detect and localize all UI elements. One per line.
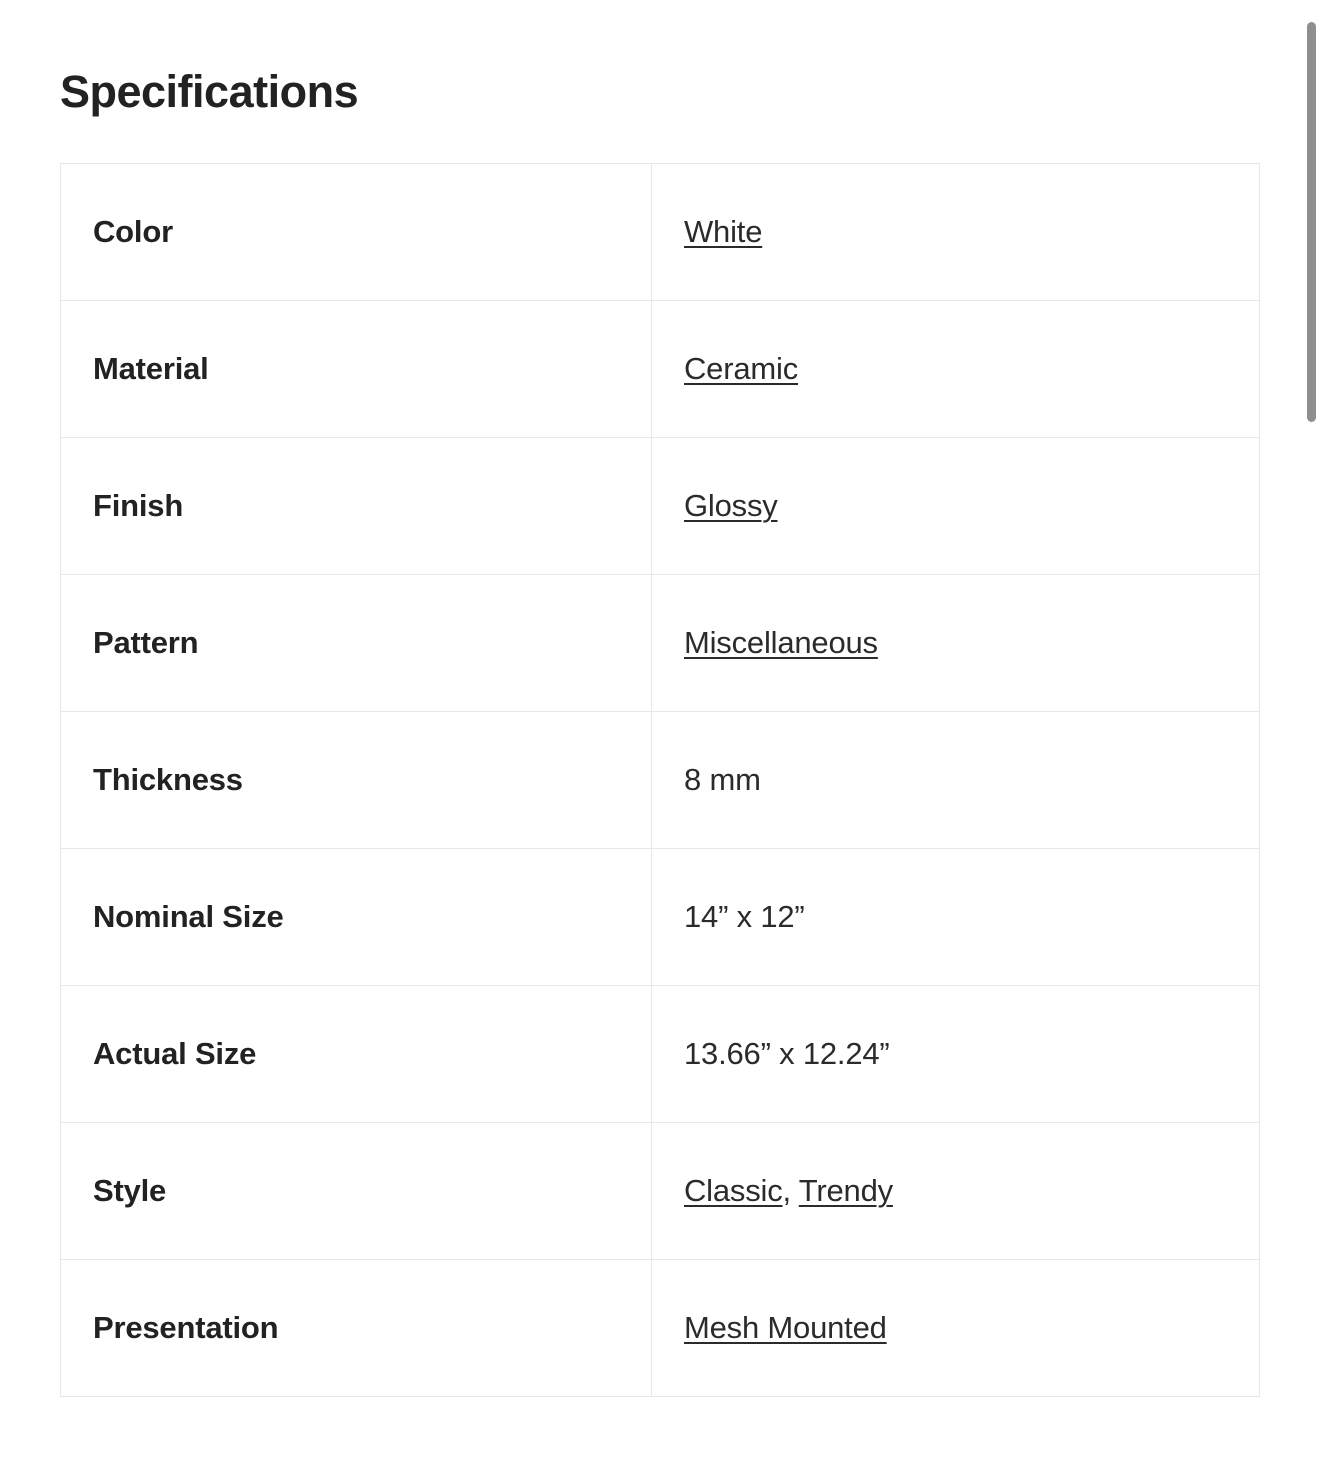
- spec-value: [652, 575, 1260, 712]
- spec-value: [652, 1123, 1260, 1260]
- spec-value-text: 14” x 12”: [684, 899, 805, 934]
- value-separator: ,: [782, 1173, 799, 1208]
- table-row: [61, 712, 1260, 849]
- spec-value-link[interactable]: Miscellaneous: [684, 625, 878, 660]
- spec-label: Actual Size: [61, 986, 652, 1123]
- table-row: [61, 849, 1260, 986]
- table-row: [61, 1123, 1260, 1260]
- spec-label: Material: [61, 301, 652, 438]
- spec-value-link[interactable]: Trendy: [798, 1173, 893, 1208]
- specifications-table-body: [61, 164, 1260, 1397]
- table-row: [61, 438, 1260, 575]
- spec-label: Pattern: [61, 575, 652, 712]
- spec-value-text: 13.66” x 12.24”: [684, 1036, 890, 1071]
- spec-value: [652, 712, 1260, 849]
- spec-value: [652, 849, 1260, 986]
- spec-value: [652, 301, 1260, 438]
- spec-label: Finish: [61, 438, 652, 575]
- table-row: [61, 575, 1260, 712]
- spec-value: [652, 986, 1260, 1123]
- spec-label: Presentation: [61, 1260, 652, 1397]
- spec-value: [652, 438, 1260, 575]
- spec-label: Style: [61, 1123, 652, 1260]
- table-row: [61, 164, 1260, 301]
- spec-value: [652, 1260, 1260, 1397]
- spec-value-link[interactable]: Glossy: [684, 488, 778, 523]
- table-row: [61, 301, 1260, 438]
- vertical-scrollbar[interactable]: [1306, 0, 1320, 1482]
- spec-value: [652, 164, 1260, 301]
- spec-label: Nominal Size: [61, 849, 652, 986]
- scrollbar-thumb[interactable]: [1307, 22, 1316, 422]
- specifications-table: [60, 163, 1260, 1397]
- spec-value-text: 8 mm: [684, 762, 761, 797]
- spec-value-link[interactable]: White: [684, 214, 763, 249]
- spec-label: Color: [61, 164, 652, 301]
- table-row: [61, 1260, 1260, 1397]
- spec-value-link[interactable]: Ceramic: [684, 351, 799, 386]
- spec-label: Thickness: [61, 712, 652, 849]
- spec-value-link[interactable]: Classic: [684, 1173, 783, 1208]
- page-title: Specifications: [60, 66, 359, 117]
- table-row: [61, 986, 1260, 1123]
- spec-value-link[interactable]: Mesh Mounted: [684, 1310, 887, 1345]
